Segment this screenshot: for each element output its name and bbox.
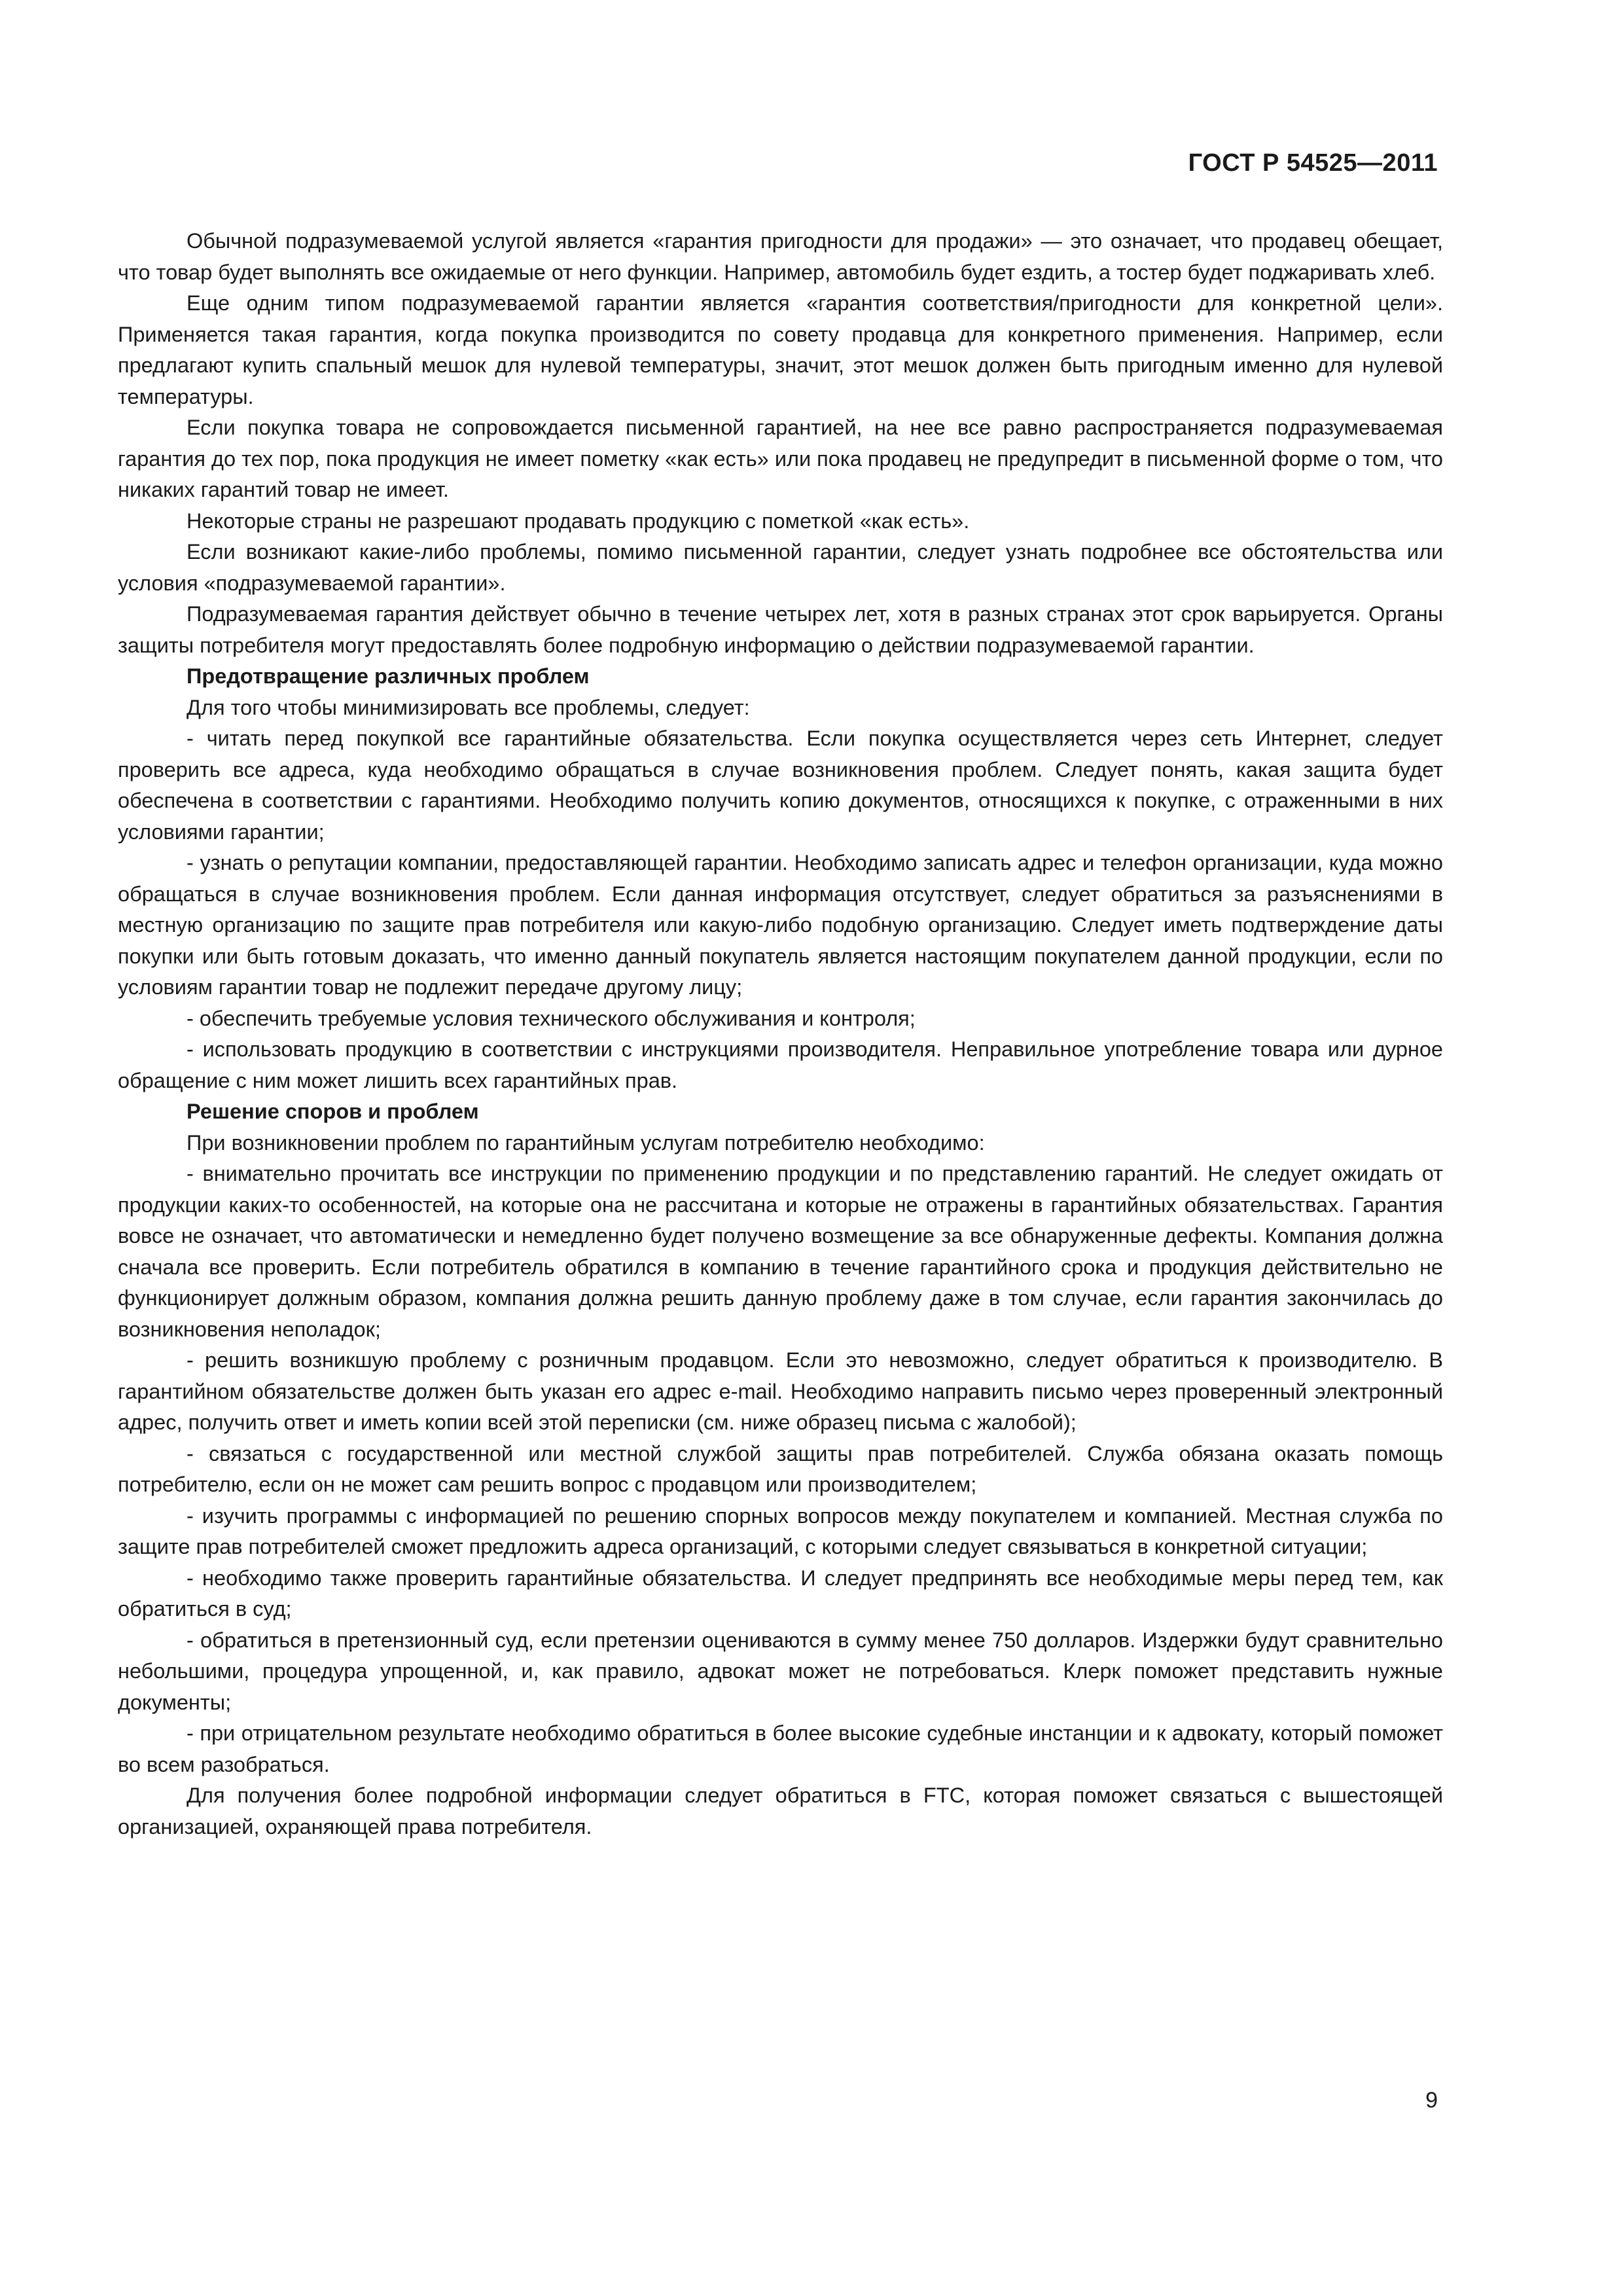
list-item: - обеспечить требуемые условия технического обслуживания и контроля; — [187, 1006, 916, 1030]
paragraph: Если возникают какие-либо проблемы, помимо письменной гарантии, следует узнать подробнее все обстоятельства или условия «подразумеваемой гарантии». — [118, 540, 1443, 595]
list-item: - обратиться в претензионный суд, если претензии оцениваются в сумму менее 750 долларов. Издержки будут сравнительно небольшими, процедура упрощенной, и, как правило, адвокат может не потребоваться. Клерк поможет представить нужные документы; — [118, 1628, 1443, 1714]
list-item: - необходимо также проверить гарантийные обязательства. И следует предпринять все необходимые меры перед тем, как обратиться в суд; — [118, 1566, 1443, 1621]
section-heading-prevention: Предотвращение различных проблем — [187, 664, 590, 688]
section-heading-disputes: Решение споров и проблем — [187, 1100, 479, 1123]
paragraph: Для того чтобы минимизировать все проблемы, следует: — [187, 695, 750, 719]
list-item: - узнать о репутации компании, предоставляющей гарантии. Необходимо записать адрес и телефон организации, куда можно обращаться в случае возникновения проблем. Если данная информация отсутствует, следует обратиться за разъяснениями в местную организацию по защите прав потребителя или какую-либо подобную организацию. Следует иметь подтверждение даты покупки или быть готовым доказать, что именно данный покупатель является настоящим покупателем данной продукции, если по условиям гарантии товар не подлежит передаче другому лицу; — [118, 851, 1443, 999]
document-body — [118, 226, 1443, 1842]
list-item: - при отрицательном результате необходимо обратиться в более высокие судебные инстанции и к адвокату, который поможет во всем разобраться. — [118, 1721, 1443, 1776]
paragraph: Обычной подразумеваемой услугой является «гарантия пригодности для продажи» — это означает, что продавец обещает, что товар будет выполнять все ожидаемые от него функции. Например, автомобиль будет ездить, а тостер будет поджаривать хлеб. — [118, 229, 1443, 284]
list-item: - изучить программы с информацией по решению спорных вопросов между покупателем и компанией. Местная служба по защите прав потребителей сможет предложить адреса организаций, с которыми следует связываться в конкретной ситуации; — [118, 1503, 1443, 1558]
paragraph: Для получения более подробной информации следует обратиться в FTC, которая поможет связаться с вышестоящей организацией, охраняющей права потребителя. — [118, 1784, 1443, 1839]
paragraph: Если покупка товара не сопровождается письменной гарантией, на нее все равно распространяется подразумеваемая гарантия до тех пор, пока продукция не имеет пометку «как есть» или пока продавец не предупредит в письменной форме о том, что никаких гарантий товар не имеет. — [118, 416, 1443, 501]
paragraph: Подразумеваемая гарантия действует обычно в течение четырех лет, хотя в разных странах этот срок варьируется. Органы защиты потребителя могут предоставлять более подробную информацию о действии подразумеваемой гарантии. — [118, 602, 1443, 657]
paragraph: При возникновении проблем по гарантийным услугам потребителю необходимо: — [187, 1130, 985, 1155]
list-item: - решить возникшую проблему с розничным продавцом. Если это невозможно, следует обратиться к производителю. В гарантийном обязательстве должен быть указан его адрес e-mail. Необходимо направить письмо через проверенный электронный адрес, получить ответ и иметь копии всей этой переписки (см. ниже образец письма с жалобой); — [118, 1348, 1443, 1434]
list-item: - читать перед покупкой все гарантийные обязательства. Если покупка осуществляется через сеть Интернет, следует проверить все адреса, куда необходимо обращаться в случае возникновения проблем. Следует понять, какая защита будет обеспечена в соответствии с гарантиями. Необходимо получить копию документов, относящихся к покупке, с отраженными в них условиями гарантии; — [118, 726, 1443, 844]
paragraph: Некоторые страны не разрешают продавать продукцию с пометкой «как есть». — [187, 509, 970, 533]
standard-number: ГОСТ Р 54525—2011 — [1188, 149, 1438, 177]
list-item: - внимательно прочитать все инструкции по применению продукции и по представлению гарантий. Не следует ожидать от продукции каких-то особенностей, на которые она не рассчитана и которые не отражены в гарантийных обязательствах. Гарантия вовсе не означает, что автоматически и немедленно будет получено возмещение за все обнаруженные дефекты. Компания должна сначала все проверить. Если потребитель обратился в компанию в течение гарантийного срока и продукция действительно не функционирует должным образом, компания должна решить данную проблему даже в том случае, если гарантия закончилась до возникновения неполадок; — [118, 1162, 1443, 1341]
list-item: - связаться с государственной или местной службой защиты прав потребителей. Служба обязана оказать помощь потребителю, если он не может сам решить вопрос с продавцом или производителем; — [118, 1441, 1443, 1496]
page-number: 9 — [1425, 2088, 1438, 2113]
list-item: - использовать продукцию в соответствии с инструкциями производителя. Неправильное употребление товара или дурное обращение с ним может лишить всех гарантийных прав. — [118, 1037, 1443, 1092]
paragraph: Еще одним типом подразумеваемой гарантии является «гарантия соответствия/пригодности для конкретной цели». Применяется такая гарантия, когда покупка производится по совету продавца для конкретного применения. Например, если предлагают купить спальный мешок для нулевой температуры, значит, этот мешок должен быть пригодным именно для нулевой температуры. — [118, 291, 1443, 408]
